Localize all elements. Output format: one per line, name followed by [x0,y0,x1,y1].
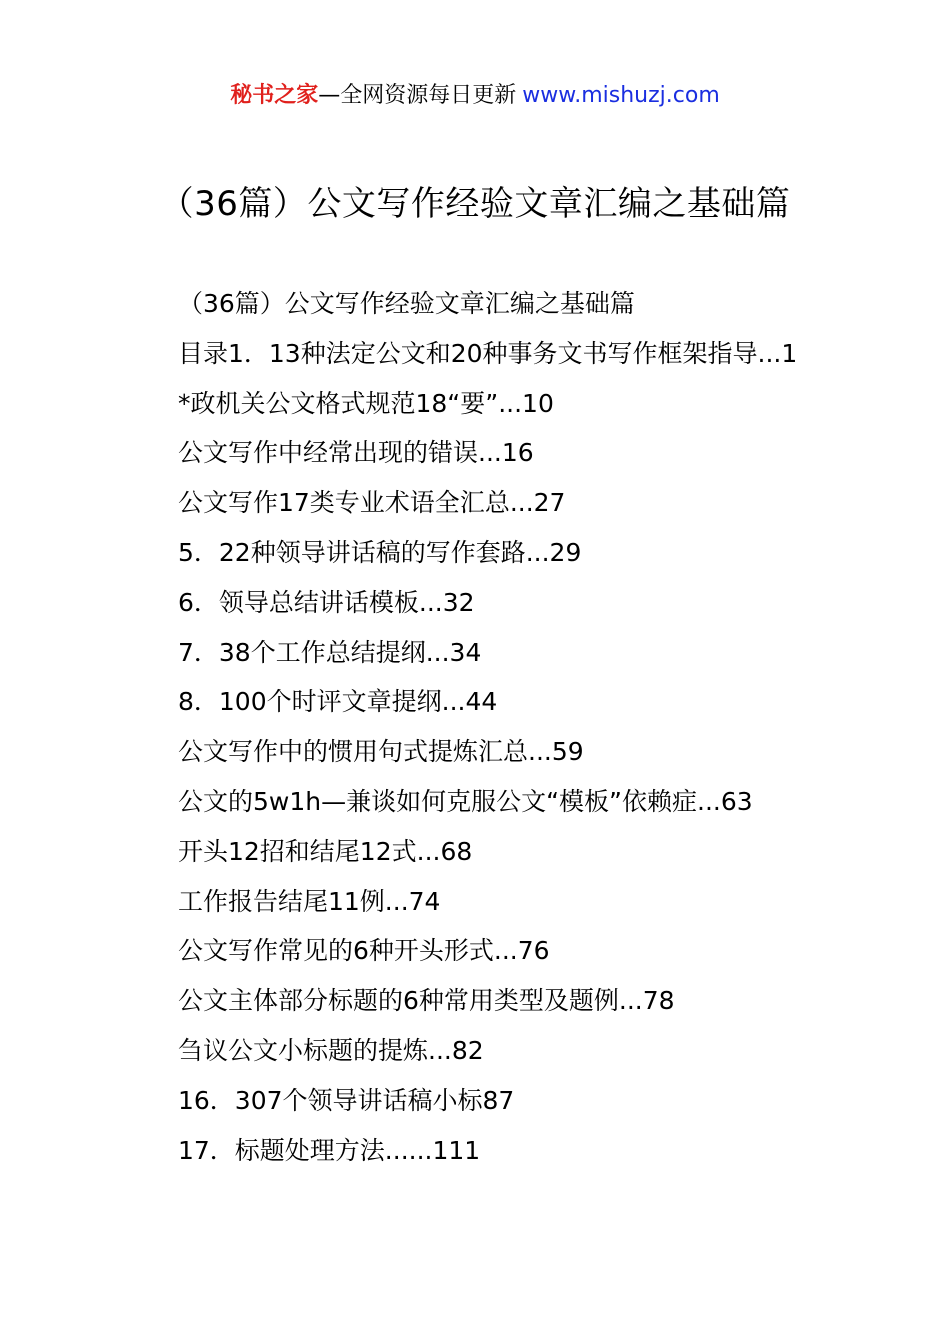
toc-item: 工作报告结尾11例...74 [178,886,441,916]
toc-item: 目录1．13种法定公文和20种事务文书写作框架指导...1 [178,338,798,368]
toc-item: 7．38个工作总结提纲...34 [178,637,482,667]
toc-item: 8．100个时评文章提纲...44 [178,687,498,717]
toc-item: 公文写作中的惯用句式提炼汇总...59 [178,737,584,767]
toc-item: 公文写作中经常出现的错误...16 [178,438,534,468]
toc-item: 公文写作17类专业术语全汇总...27 [178,488,566,518]
toc-item: 开头12招和结尾12式...68 [178,836,473,866]
document-title: （36篇）公文写作经验文章汇编之基础篇 [159,184,791,224]
brand-name: 秘书之家 [230,83,319,108]
toc-item: 17．标题处理方法......111 [178,1135,481,1165]
toc-item: 公文主体部分标题的6种常用类型及题例...78 [178,986,675,1016]
site-url-link[interactable]: www.mishuzj.com [522,83,720,108]
toc-item: 5．22种领导讲话稿的写作套路...29 [178,537,582,567]
toc-item: *政机关公文格式规范18“要”...10 [178,388,554,418]
site-tagline: —全网资源每日更新 [318,83,517,108]
toc-item: 刍议公文小标题的提炼...82 [178,1035,484,1065]
toc-item: 公文的5w1h—兼谈如何克服公文“模板”依赖症...63 [178,786,753,816]
site-header [0,80,950,112]
toc-item: （36篇）公文写作经验文章汇编之基础篇 [178,289,635,318]
toc-item: 公文写作常见的6种开头形式...76 [178,936,550,966]
toc-item: 16．307个领导讲话稿小标87 [178,1085,515,1115]
toc-item: 6．领导总结讲话模板...32 [178,587,475,617]
table-of-contents [178,282,878,1178]
